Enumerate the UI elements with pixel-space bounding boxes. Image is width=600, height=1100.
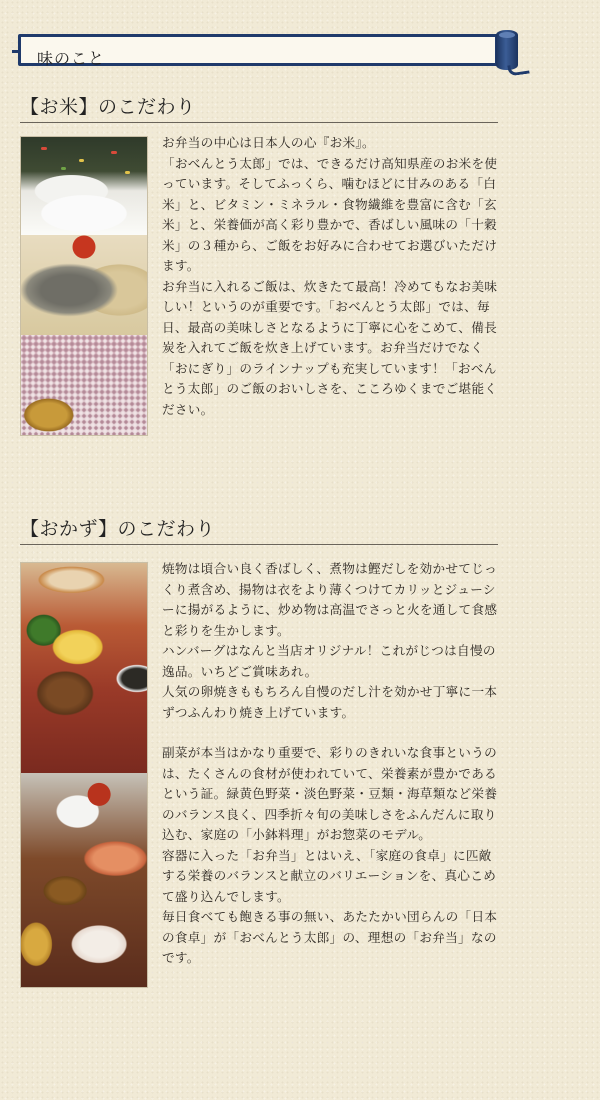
bento-side-dishes-photo <box>21 563 147 773</box>
okazu-photo-column <box>20 562 148 988</box>
okazu-paragraph: 副菜が本当はかなり重要で、彩りのきれいな食事というのは、たくさんの食材が使われていて、栄養素が豊かであるという証。緑黄色野菜・淡色野菜・豆類・海草類など栄養のバランス良く、四季折々旬の美味しさをふんだんに取り込む、家庭の「小鉢料理」がお惣菜のモデル。 <box>162 745 498 842</box>
section-title-rice: 【お米】のこだわり <box>20 92 498 123</box>
rice-paragraph: お弁当に入れるご飯は、炊きたて最高！冷めてもなお美味しい！というのが重要です。「おべんとう太郎」では、毎日、最高の美味しさとなるように丁寧に心をこめて、備長炭を入れてご飯を炊き上げています。お弁当だけでなく「おにぎり」のラインナップも充実しています！「おべんとう太郎」のご飯のおいしさを、こころゆくまでご堪能ください。 <box>162 278 498 417</box>
paragraph-gap <box>162 723 502 743</box>
section-banner <box>18 30 526 72</box>
multigrain-rice-photo <box>21 335 147 435</box>
okazu-paragraph: 焼物は頃合い良く香ばしく、煮物は鰹だしを効かせてじっくり煮含め、揚物は衣をより薄くつけてカリッとジューシーに揚がるように、炒め物は高温でさっと火を通して食感と彩りを生かします。 <box>162 561 498 638</box>
scroll-tail-icon <box>507 63 529 77</box>
section-title-okazu: 【おかず】のこだわり <box>20 514 498 545</box>
bento-salmon-photo <box>21 773 147 987</box>
banner-frame <box>18 34 498 66</box>
okazu-paragraph: 容器に入った「お弁当」とはいえ、「家庭の食卓」に匹敵する栄養のバランスと献立のバリエーションを、真心こめて盛り込んでします。 <box>162 847 497 904</box>
rice-photo-column <box>20 136 148 436</box>
brown-rice-photo <box>21 235 147 335</box>
white-rice-photo <box>21 137 147 235</box>
rice-paragraph: 「おべんとう太郎」では、できるだけ高知県産のお米を使っています。そしてふっくら、噛むほどに甘みのある「白米」と、ビタミン・ミネラル・食物繊維を豊富に含む「玄米」と、栄養価が高く彩り豊かで、香ばしい風味の「十穀米」の３種から、ご飯をお好みに合わせてお選びいただけます。 <box>162 155 498 273</box>
banner-title: 味のこと <box>37 49 106 68</box>
okazu-description <box>162 559 502 969</box>
okazu-paragraph: 毎日食べても飽きる事の無い、あたたかい団らんの「日本の食卓」が「おべんとう太郎」の、理想の「お弁当」なのです。 <box>162 909 498 965</box>
okazu-paragraph: 人気の卵焼きももちろん自慢のだし汁を効かせ丁寧に一本ずつふんわり焼き上げています。 <box>162 684 498 720</box>
rice-description <box>162 133 502 420</box>
okazu-paragraph: ハンバーグはなんと当店オリジナル！これがじつは自慢の逸品。いちどご賞味あれ。 <box>162 643 496 679</box>
rice-paragraph: お弁当の中心は日本人の心『お米』。 <box>162 135 375 150</box>
